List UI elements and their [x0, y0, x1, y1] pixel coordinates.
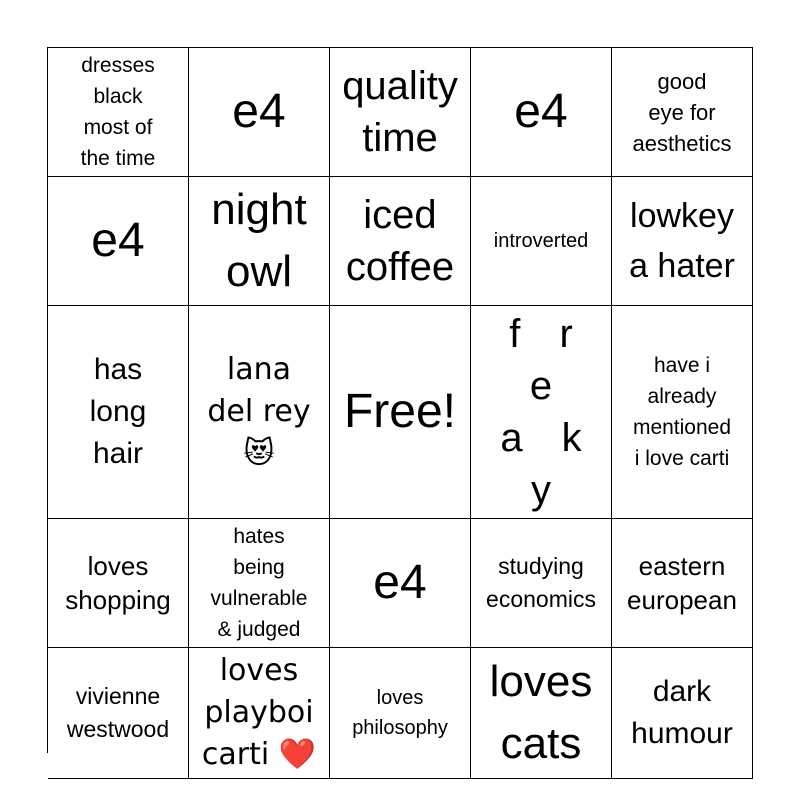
bingo-board: [47, 47, 753, 772]
cell-text: loves philosophy: [352, 687, 448, 739]
cell-text: f r e a k y: [500, 312, 596, 512]
bingo-cell[interactable]: [48, 519, 189, 648]
cell-text: vivienne westwood: [66, 683, 170, 742]
bingo-cell[interactable]: [330, 519, 471, 648]
cell-text: e4: [514, 85, 568, 138]
cell-text: iced coffee: [345, 193, 455, 289]
cell-text: e4: [91, 214, 145, 267]
bingo-cell[interactable]: [612, 177, 753, 306]
bingo-cell[interactable]: [48, 648, 189, 779]
cell-text: e4: [373, 556, 427, 609]
bingo-cell free-space[interactable]: [330, 306, 471, 519]
cell-text: dresses black most of the time: [80, 54, 156, 170]
cell-text: introverted: [493, 230, 589, 252]
bingo-cell[interactable]: [189, 519, 330, 648]
bingo-cell[interactable]: [330, 177, 471, 306]
bingo-cell[interactable]: [330, 48, 471, 177]
cell-text: loves cats: [489, 657, 593, 768]
cell-text: loves playboi carti ❤️: [201, 653, 317, 772]
cell-text: have i already mentioned i love carti: [632, 354, 732, 470]
cell-text: e4: [232, 85, 286, 138]
cell-text: quality time: [342, 64, 458, 160]
bingo-cell[interactable]: [471, 306, 612, 519]
bingo-cell[interactable]: [471, 648, 612, 779]
bingo-cell[interactable]: [612, 648, 753, 779]
bingo-cell[interactable]: [48, 306, 189, 519]
bingo-cell[interactable]: [471, 48, 612, 177]
cell-text: eastern european: [627, 551, 737, 615]
cell-text: dark humour: [631, 675, 733, 750]
cell-text: lana del rey 😻: [207, 352, 311, 471]
bingo-cell[interactable]: [471, 519, 612, 648]
bingo-cell[interactable]: [330, 648, 471, 779]
bingo-cell[interactable]: [612, 306, 753, 519]
cell-text: good eye for aesthetics: [632, 68, 732, 156]
bingo-cell[interactable]: [48, 48, 189, 177]
bingo-cell[interactable]: [189, 648, 330, 779]
cell-text: lowkey a hater: [629, 197, 735, 285]
cell-text: studying economics: [486, 553, 596, 612]
bingo-cell[interactable]: [48, 177, 189, 306]
bingo-cell[interactable]: [189, 306, 330, 519]
cell-text: hates being vulnerable & judged: [210, 525, 308, 641]
bingo-cell[interactable]: [471, 177, 612, 306]
cell-text: night owl: [211, 185, 307, 296]
bingo-cell[interactable]: [189, 177, 330, 306]
bingo-cell[interactable]: [189, 48, 330, 177]
cell-text: Free!: [343, 385, 457, 438]
bingo-cell[interactable]: [612, 48, 753, 177]
cell-text: loves shopping: [65, 551, 171, 615]
cell-text: has long hair: [89, 353, 147, 470]
bingo-cell[interactable]: [612, 519, 753, 648]
